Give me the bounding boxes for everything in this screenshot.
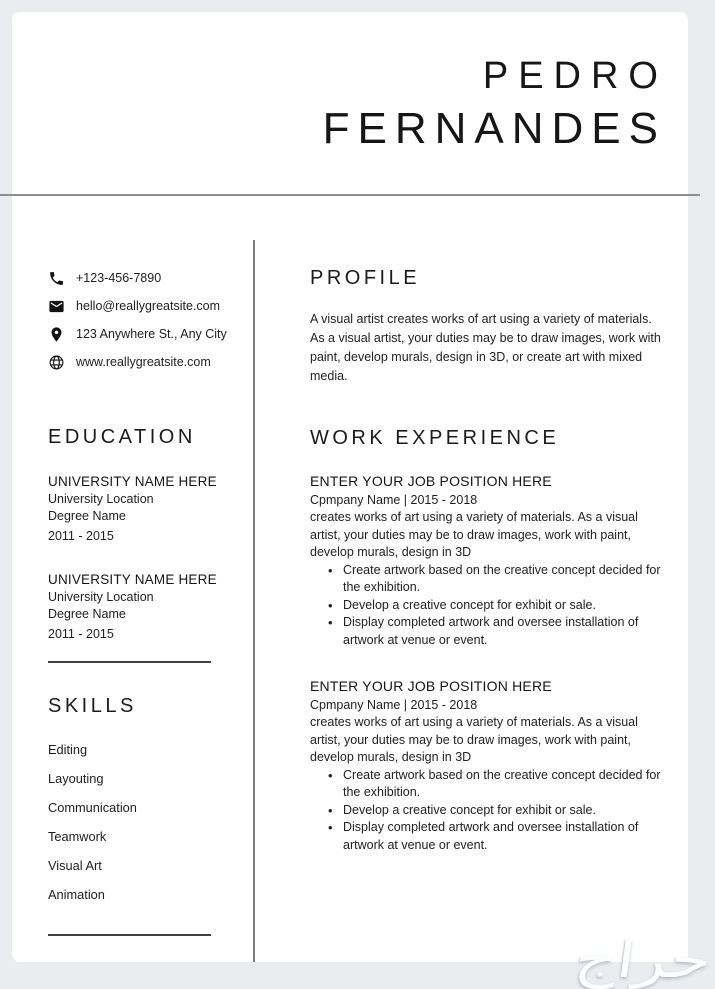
phone-icon <box>48 270 65 287</box>
job-bullet: • Create artwork based on the creative concept decided for the exhibition. <box>310 767 664 802</box>
job-bullet: • Display completed artwork and oversee installation of artwork at venue or event. <box>310 819 664 854</box>
haraj-watermark: حراج <box>571 931 715 989</box>
work-experience-section <box>310 424 664 854</box>
skills-section <box>48 693 248 909</box>
job-bullet: • Create artwork based on the creative concept decided for the exhibition. <box>310 562 664 597</box>
globe-icon <box>48 354 65 371</box>
contact-email: hello@reallygreatsite.com <box>76 299 221 313</box>
job-entry <box>310 472 664 649</box>
location-pin-icon <box>48 326 65 343</box>
header <box>322 52 668 158</box>
skill-item: Teamwork <box>48 829 107 844</box>
contact-row-website <box>48 348 253 376</box>
job-bullet-list <box>310 562 664 650</box>
job-company: Cpmpany Name | 2015 - 2018 <box>310 698 478 712</box>
job-summary: creates works of art using a variety of materials. As a visual artist, your duties may be to draw images, work with paint, develop murals, design in 3D <box>310 715 638 764</box>
contact-row-phone <box>48 264 253 292</box>
email-icon <box>48 298 65 315</box>
job-summary: creates works of art using a variety of materials. As a visual artist, your duties may be to draw images, work with paint, develop murals, design in 3D <box>310 510 638 559</box>
skill-item: Animation <box>48 887 105 902</box>
job-title: ENTER YOUR JOB POSITION HERE <box>310 473 552 489</box>
skill-item: Editing <box>48 742 88 757</box>
skill-item: Visual Art <box>48 858 102 873</box>
education-dates: 2011 - 2015 <box>48 627 114 641</box>
degree-name: Degree Name <box>48 607 126 621</box>
job-company: Cpmpany Name | 2015 - 2018 <box>310 493 478 507</box>
school-location: University Location <box>48 492 154 506</box>
resume-page <box>12 12 688 962</box>
school-name: UNIVERSITY NAME HERE <box>48 572 217 587</box>
school-name: UNIVERSITY NAME HERE <box>48 474 217 489</box>
contact-section <box>48 264 253 376</box>
profile-heading: PROFILE <box>310 267 421 289</box>
header-divider <box>0 194 700 196</box>
school-location: University Location <box>48 590 154 604</box>
contact-row-address <box>48 320 253 348</box>
skills-bottom-rule <box>48 934 211 936</box>
contact-address: 123 Anywhere St., Any City <box>76 327 227 341</box>
degree-name: Degree Name <box>48 509 126 523</box>
profile-section <box>310 264 664 386</box>
work-experience-heading: WORK EXPERIENCE <box>310 427 560 449</box>
education-heading: EDUCATION <box>48 426 196 448</box>
profile-text: A visual artist creates works of art using a variety of materials. As a visual artist, your duties may be to draw images, work with paint, develop murals, design in 3D, or create art with mixed media. <box>310 312 661 383</box>
education-section <box>48 424 254 643</box>
skills-top-rule <box>48 661 211 663</box>
skill-item: Layouting <box>48 771 104 786</box>
contact-phone: +123-456-7890 <box>76 271 162 285</box>
skills-heading: SKILLS <box>48 695 137 717</box>
contact-website: www.reallygreatsite.com <box>76 355 211 369</box>
name-last: FERNANDES <box>322 104 666 153</box>
skills-list <box>48 735 248 909</box>
education-dates: 2011 - 2015 <box>48 529 114 543</box>
job-bullet: • Develop a creative concept for exhibit or sale. <box>310 802 664 820</box>
job-title: ENTER YOUR JOB POSITION HERE <box>310 678 552 694</box>
job-bullet: • Develop a creative concept for exhibit or sale. <box>310 597 664 615</box>
name-first: PEDRO <box>482 55 668 97</box>
skill-item: Communication <box>48 800 137 815</box>
job-bullet-list <box>310 767 664 855</box>
education-entry <box>48 571 254 643</box>
job-entry <box>310 677 664 854</box>
contact-row-email <box>48 292 253 320</box>
education-entry <box>48 473 254 545</box>
job-bullet: • Display completed artwork and oversee installation of artwork at venue or event. <box>310 614 664 649</box>
